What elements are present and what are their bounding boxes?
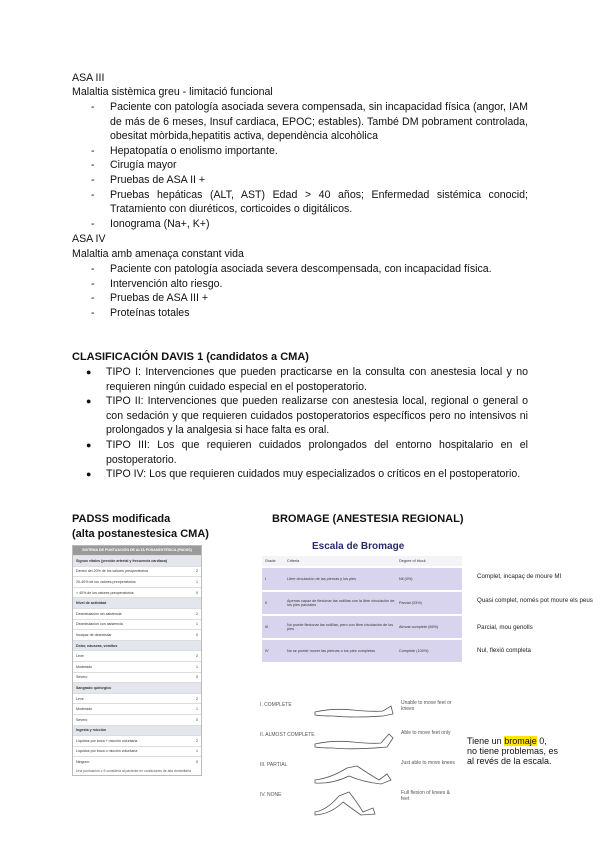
grade: II — [265, 601, 268, 605]
row-label: > 40% de los valores preoperatorios — [76, 590, 134, 595]
list-item: ● TIPO IV: Los que requieren cuidados muy especializados o críticos en el postoperatorio. — [72, 467, 528, 482]
leg-flexed-icon — [313, 790, 395, 816]
bromage-table — [262, 556, 462, 662]
criteria: No puede flexionar las rodillas, pero con libre circulación de los pies — [287, 623, 394, 631]
row-label: Signos vitales (presión arterial y frecuencia cardiaca) — [76, 558, 168, 563]
row-label: Dolor, náuseas, vómitos — [76, 643, 118, 648]
table-row — [73, 566, 201, 577]
row-score: 0 — [196, 760, 198, 765]
table-row — [73, 682, 201, 693]
row-score: 2 — [196, 696, 198, 701]
leg-desc: Able to move feet only — [401, 730, 451, 736]
bromage-side-note — [467, 736, 558, 766]
leg-row — [255, 700, 455, 730]
row-score: 2 — [196, 611, 198, 616]
note-highlight: bromaje — [504, 736, 537, 746]
bromage-header-row — [262, 556, 462, 566]
table-row — [73, 693, 201, 704]
leg-label: I. COMPLETE — [260, 702, 292, 708]
table-row — [73, 597, 201, 608]
row-score: 1 — [196, 749, 198, 754]
row-label: Líquidos por boca + micción voluntaria — [76, 738, 138, 743]
row-score: 1 — [196, 579, 198, 584]
davis-title: CLASIFICACIÓN DAVIS 1 (candidatos a CMA) — [72, 351, 309, 363]
list-item: - Hepatopatía o enolismo importante. — [72, 144, 528, 159]
degree: Parcial (33%) — [399, 601, 422, 605]
row-score: 1 — [196, 664, 198, 669]
row-label: Incapaz de deambular — [76, 632, 112, 637]
row-score: 2 — [196, 738, 198, 743]
table-row — [73, 587, 201, 598]
grade: IV — [265, 649, 269, 653]
davis-list — [72, 365, 528, 482]
row-label: Moderado — [76, 707, 93, 712]
row-label: Leve — [76, 696, 84, 701]
row-label: Nivel de actividad — [76, 601, 107, 606]
list-item: - Pruebas de ASA III + — [72, 291, 528, 306]
bromage-heading: BROMAGE (ANESTESIA REGIONAL) — [272, 513, 464, 525]
table-row — [73, 714, 201, 725]
degree: Nil (0%) — [399, 577, 413, 581]
leg-feet-icon — [313, 730, 395, 756]
criteria: No se puede mover las piernas o los pies completos — [287, 649, 376, 653]
leg-desc: Full flexion of knees & feet — [401, 790, 450, 802]
criteria: Libre circulación de las piernas y los pies — [287, 577, 357, 581]
padss-table-title: SISTEMA DE PUNTUACIÓN DE ALTA POSANESTÉSICA (PADSS) — [73, 546, 201, 555]
row-score: 0 — [196, 590, 198, 595]
table-row — [73, 672, 201, 683]
row-label: Sangrado quirúrgico — [76, 685, 112, 690]
row-label: Deambulación sin asistencia — [76, 611, 122, 616]
row-score: 0 — [196, 632, 198, 637]
padss-footer: Una puntuación ≥ 9 considera al paciente en condiciones de alta domiciliaria — [76, 768, 191, 773]
table-row — [73, 725, 201, 736]
table-row — [73, 756, 201, 767]
table-row — [262, 566, 462, 590]
padss-heading-2: (alta postanestesica CMA) — [72, 528, 209, 540]
padss-table — [72, 545, 202, 776]
leg-label: II. ALMOST COMPLETE — [260, 732, 315, 738]
bromage-note: Complet, incapaç de moure MI — [477, 573, 562, 580]
leg-row — [255, 790, 455, 820]
table-row — [73, 555, 201, 566]
note-text: 0, — [536, 736, 547, 746]
table-row — [262, 614, 462, 638]
note-line-2: no tiene problemas, es — [467, 746, 559, 756]
criteria: Apenas capaz de flexionar las rodillas con la libre circulación de los pies parciales — [287, 599, 395, 607]
degree: Almost complete (66%) — [399, 625, 439, 629]
bromage-note: Nul, flexió completa — [477, 647, 531, 654]
table-row — [73, 703, 201, 714]
asa4-subtitle: Malaltia amb amenaça constant vida — [72, 248, 244, 260]
asa4-title: ASA IV — [72, 233, 106, 245]
leg-desc: Just able to move knees — [401, 760, 455, 766]
asa4-list — [72, 262, 528, 320]
col-criteria: Criteria — [287, 559, 300, 563]
leg-row — [255, 730, 455, 760]
row-score: 2 — [196, 569, 198, 574]
asa3-subtitle: Malaltia sistèmica greu - limitació funcional — [72, 86, 273, 98]
table-row — [73, 650, 201, 661]
table-row — [73, 735, 201, 746]
table-row — [73, 661, 201, 672]
row-label: Severo — [76, 717, 88, 722]
table-row — [73, 640, 201, 651]
bromage-note: Parcial, mou genolls — [477, 624, 533, 631]
bromage-note: Quasi complet, només pot moure els peus — [477, 597, 593, 604]
note-text: Tiene un — [467, 736, 505, 746]
list-item: ● TIPO II: Intervenciones que pueden realizarse con anestesia local, regional o general o con sedación y que requieren cuidados postoperatorios específicos pero no intensivos ni prolongados y la analgesia si hace falta es oral. — [72, 394, 528, 438]
degree: Complete (100%) — [399, 649, 429, 653]
row-label: Ingesta y micción — [76, 728, 107, 733]
bromage-title: Escala de Bromage — [312, 541, 405, 552]
list-item: - Proteínas totales — [72, 306, 528, 321]
row-label: 20-40% de los valores preoperatorios — [76, 579, 136, 584]
list-item: - Paciente con patología asociada severa descompensada, con incapacidad física. — [72, 262, 528, 277]
asa3-list — [72, 100, 528, 231]
table-row — [73, 608, 201, 619]
list-item: - Cirugía mayor — [72, 158, 528, 173]
table-row — [262, 638, 462, 662]
list-item: - Pruebas de ASA II + — [72, 173, 528, 188]
row-label: Ninguno — [76, 760, 90, 765]
list-item: - Intervención alto riesgo. — [72, 277, 528, 292]
list-item: - Paciente con patología asociada severa compensada, sin incapacidad física (angor, IAM de más de 6 meses, Insuf cardiaca, EPOC; estables). També DM pobrament controlada, obesitat mòrbida,hepatitis activa, dependència alcohòlica — [72, 100, 528, 144]
row-score: 2 — [196, 654, 198, 659]
row-label: Moderado — [76, 664, 93, 669]
row-label: Líquidos por boca o micción voluntaria — [76, 749, 138, 754]
col-degree: Degree of block — [399, 559, 426, 563]
note-line-3: al revés de la escala. — [467, 756, 552, 766]
row-score: 0 — [196, 717, 198, 722]
asa3-title: ASA III — [72, 72, 105, 84]
grade: III — [265, 625, 269, 629]
row-label: Deambulación con asistencia — [76, 622, 123, 627]
padss-heading-1: PADSS modificada — [72, 513, 171, 525]
leg-desc: Unable to move feet or knees — [401, 700, 452, 712]
list-item: ● TIPO III: Los que requieren cuidados prolongados del entorno hospitalario en el postoperatorio. — [72, 438, 528, 467]
table-row — [73, 629, 201, 640]
row-score: 1 — [196, 622, 198, 627]
col-grade: Grade — [265, 559, 276, 563]
table-row — [262, 590, 462, 614]
list-item: - Pruebas hepáticas (ALT, AST) Edad > 40 años; Enfermedad sistémica conocid; Tratamiento con diuréticos, corticoides o digitálicos. — [72, 188, 528, 217]
table-row — [73, 576, 201, 587]
row-score: 1 — [196, 707, 198, 712]
list-item: ● TIPO I: Intervenciones que pueden practicarse en la consulta con anestesia local y no requieren ningún cuidado especial en el postoperatorio. — [72, 365, 528, 394]
note-line-1 — [467, 736, 558, 746]
row-score: 0 — [196, 675, 198, 680]
list-item: - Ionograma (Na+, K+) — [72, 217, 528, 232]
leg-straight-icon — [313, 700, 395, 726]
table-row — [73, 619, 201, 630]
leg-label: III. PARTIAL — [260, 762, 288, 768]
grade: I — [265, 577, 267, 581]
row-label: Leve — [76, 654, 84, 659]
row-label: Dentro del 20% de los valores preoperatorios — [76, 569, 149, 574]
row-label: Severo — [76, 675, 88, 680]
leg-row — [255, 760, 455, 790]
table-row — [73, 746, 201, 757]
leg-knee-icon — [313, 760, 395, 786]
padss-rows — [73, 555, 201, 767]
leg-label: IV. NONE — [260, 792, 282, 798]
